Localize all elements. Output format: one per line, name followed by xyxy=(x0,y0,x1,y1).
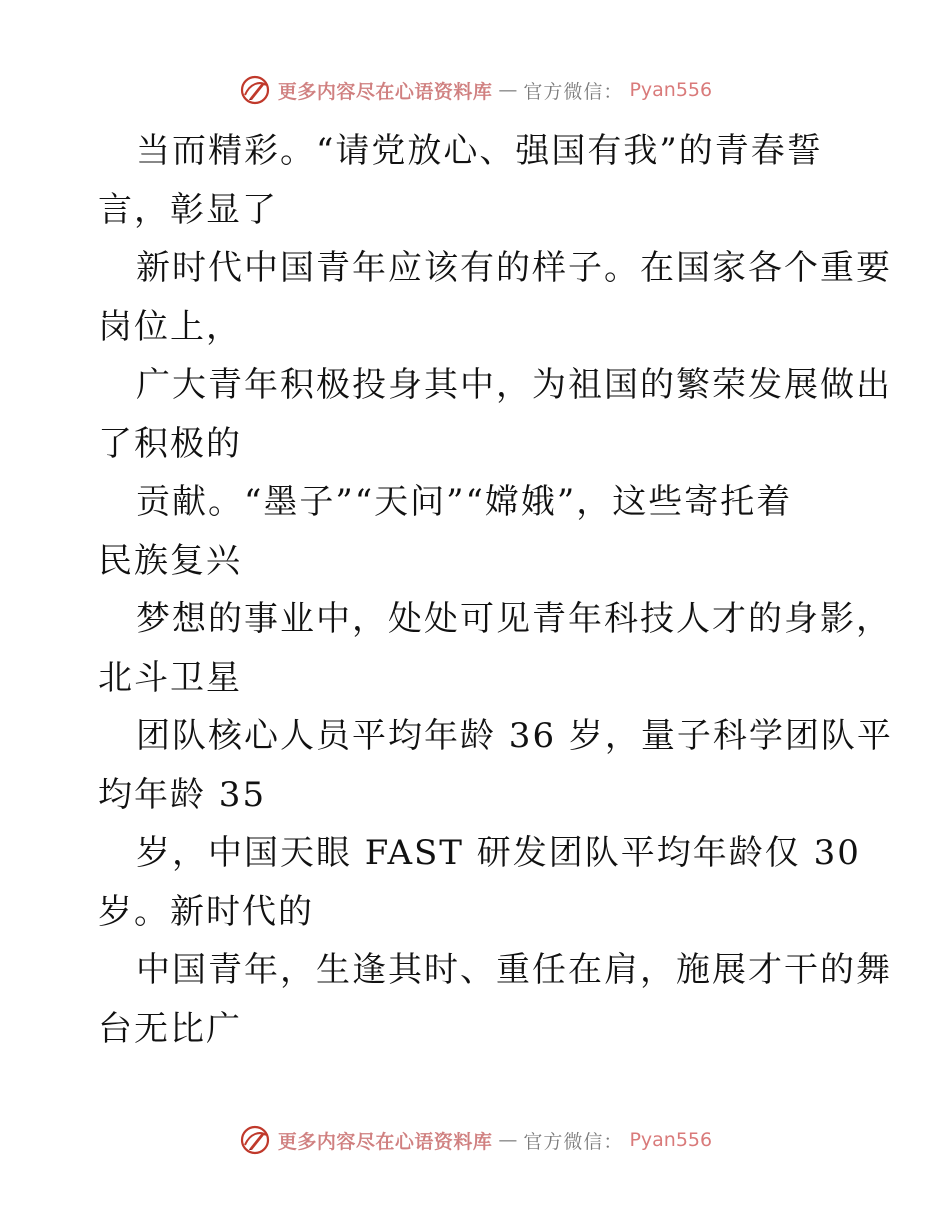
text-line: 言，彰显了 xyxy=(98,189,278,230)
text-line: 了积极的 xyxy=(98,423,242,464)
text-line: 岗位上， xyxy=(98,306,242,347)
text-line: 新时代中国青年应该有的样子。在国家各个重要 xyxy=(136,248,892,288)
watermark-wechat-id: Pyan556 xyxy=(629,79,713,101)
text-line: 岁，中国天眼 FAST 研发团队平均年龄仅 30 xyxy=(136,833,861,873)
text-line: 团队核心人员平均年龄 36 岁，量子科学团队平 xyxy=(136,716,893,756)
watermark-brand-text: 更多内容尽在心语资料库 xyxy=(277,1130,493,1153)
pen-swirl-logo-icon xyxy=(238,1123,272,1157)
text-line: 当而精彩。“请党放心、强国有我”的青春誓 xyxy=(136,131,823,171)
text-line: 民族复兴 xyxy=(98,540,242,581)
watermark-wechat-id: Pyan556 xyxy=(629,1129,713,1151)
watermark-separator: — xyxy=(498,79,518,101)
footer-watermark xyxy=(0,1120,950,1160)
text-line: 均年龄 35 xyxy=(98,774,267,815)
watermark-brand-text: 更多内容尽在心语资料库 xyxy=(277,80,493,103)
header-watermark xyxy=(0,70,950,110)
watermark-official-label: 官方微信： xyxy=(523,1130,624,1153)
pen-swirl-logo-icon xyxy=(238,73,272,107)
text-line: 广大青年积极投身其中，为祖国的繁荣发展做出 xyxy=(136,365,892,405)
text-line: 中国青年，生逢其时、重任在肩，施展才干的舞 xyxy=(136,950,892,990)
text-line: 贡献。“墨子”“天问”“嫦娥”，这些寄托着 xyxy=(136,482,793,522)
text-line: 梦想的事业中，处处可见青年科技人才的身影， xyxy=(136,599,892,639)
watermark-official-label: 官方微信： xyxy=(523,80,624,103)
document-body xyxy=(98,122,893,1058)
text-line: 北斗卫星 xyxy=(98,657,242,698)
watermark-separator: — xyxy=(498,1129,518,1151)
text-line: 岁。新时代的 xyxy=(98,891,314,932)
text-line: 台无比广 xyxy=(98,1008,242,1049)
